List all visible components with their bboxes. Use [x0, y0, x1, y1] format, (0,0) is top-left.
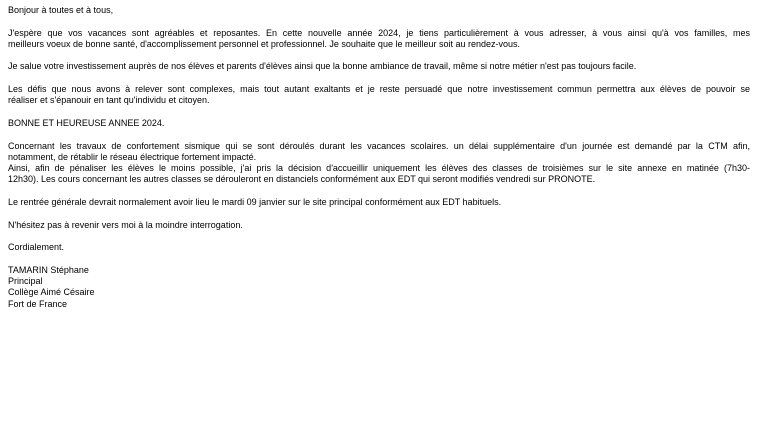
paragraph-greeting — [8, 5, 750, 16]
letter-line: Concernant les travaux de confortement sismique qui se sont déroulés durant les vacances scolaires. un délai supplémentaire d'un journée est demandé par la CTM afin, — [8, 140, 750, 151]
letter-line: J'espère que vos vacances sont agréables et reposantes. En cette nouvelle année 2024, je tiens particulièrement à vous adresser, à vous ainsi qu'à vos familles, mes — [8, 27, 750, 38]
letter-line: Bonjour à toutes et à tous, — [8, 5, 114, 15]
letter-line: N'hésitez pas à revenir vers moi à la moindre interrogation. — [8, 219, 243, 230]
paragraph-new-year-wishes — [8, 28, 750, 51]
paragraph-signature — [8, 265, 750, 310]
signature-line: Fort de France — [8, 298, 68, 309]
signature-line: Principal — [8, 276, 43, 287]
letter-line: BONNE ET HEUREUSE ANNEE 2024. — [8, 117, 165, 128]
paragraph-seismic-works-info — [8, 141, 750, 186]
letter-line: meilleurs voeux de bonne santé, d'accomplissement personnel et professionnel. Je souhaite que le meilleur soit au rendez-vous. — [8, 38, 521, 49]
letter-line: Les défis que nous avons à relever sont complexes, mais tout autant exaltants et je reste persuadé que notre investissement commun permettra aux élèves de pouvoir se — [8, 84, 750, 95]
letter-line: Cordialement. — [8, 242, 65, 253]
letter-line: Je salue votre investissement auprès de nos élèves et parents d'élèves ainsi que la bonne ambiance de travail, même si notre métier n'est pas toujours facile. — [8, 61, 637, 72]
paragraph-challenges — [8, 84, 750, 107]
letter-line: Le rentrée générale devrait normalement avoir lieu le mardi 09 janvier sur le site principal conformément aux EDT habituels. — [8, 197, 502, 208]
letter-line: Ainsi, afin de pénaliser les élèves le moins possible, j'ai pris la décision d'accueillir uniquement les élèves des classes de troisièmes sur le site annexe en matinée (7h30- — [8, 163, 750, 174]
paragraph-general-return-date — [8, 197, 750, 208]
paragraph-contact-invitation — [8, 220, 750, 231]
letter-body — [8, 5, 750, 310]
paragraph-happy-new-year — [8, 118, 750, 129]
letter-line: 12h30). Les cours concernant les autres classes se dérouleront en distanciels conformément aux EDT qui seront modifiés vendredi sur PRONOTE. — [8, 174, 596, 185]
letter-line: réaliser et s'épanouir en tant qu'individu et citoyen. — [8, 95, 210, 106]
letter-line: notamment, de rétablir le réseau électrique fortement impacté. — [8, 151, 257, 162]
signature-line: Collège Aimé Césaire — [8, 287, 95, 298]
paragraph-closing — [8, 242, 750, 253]
paragraph-staff-acknowledgment — [8, 61, 750, 72]
signature-line: TAMARIN Stéphane — [8, 264, 89, 275]
